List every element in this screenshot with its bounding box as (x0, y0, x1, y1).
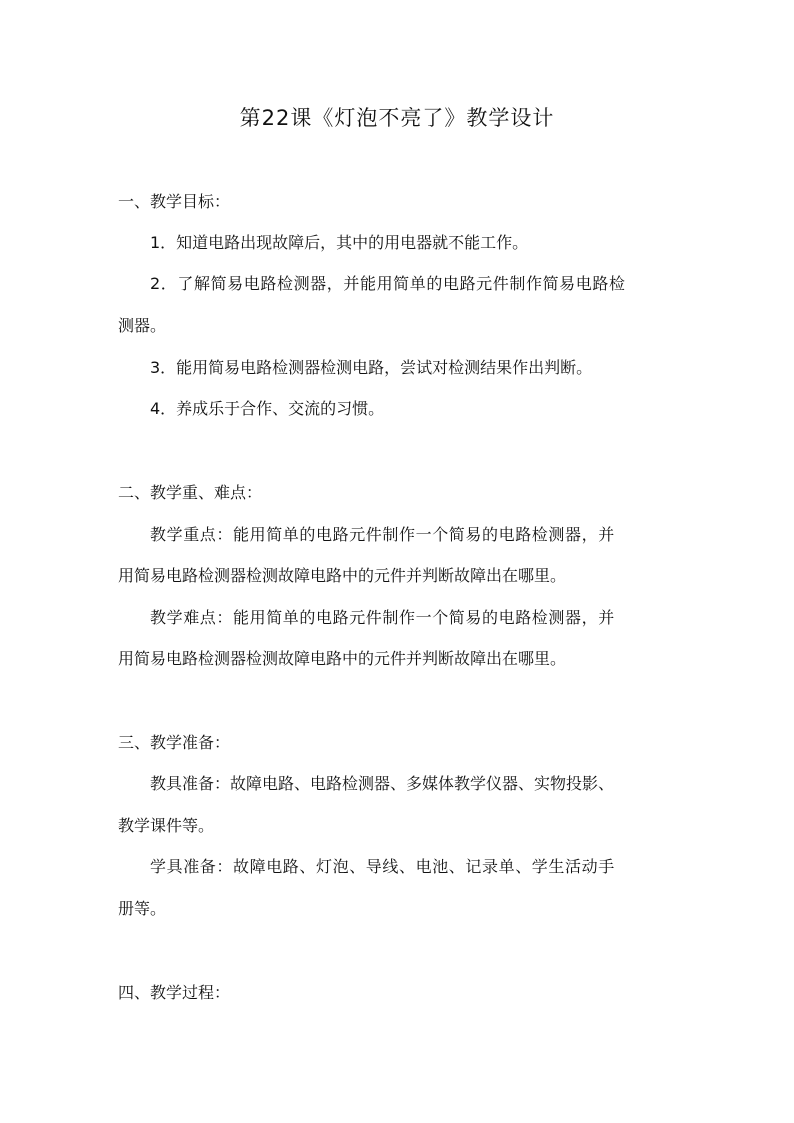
student-prep-line-2: 册等。 (118, 899, 167, 918)
teacher-prep-line-2: 教学课件等。 (118, 816, 215, 835)
objective-line-2: 2．了解简易电路检测器，并能用简单的电路元件制作简易电路检 (150, 274, 626, 293)
teacher-prep-line-1: 教具准备：故障电路、电路检测器、多媒体教学仪器、实物投影、 (150, 774, 615, 793)
section-heading-process: 四、教学过程： (118, 983, 231, 1002)
objective-line-2-continued: 测器。 (118, 316, 167, 335)
difficulty-line-2: 用简易电路检测器检测故障电路中的元件并判断故障出在哪里。 (118, 649, 567, 668)
objective-line-4: 4．养成乐于合作、交流的习惯。 (150, 399, 385, 418)
objective-line-3: 3．能用简易电路检测器检测电路，尝试对检测结果作出判断。 (150, 358, 593, 377)
student-prep-line-1: 学具准备：故障电路、灯泡、导线、电池、记录单、学生活动手 (150, 857, 615, 876)
section-heading-preparation: 三、教学准备： (118, 733, 231, 752)
key-point-line-2: 用简易电路检测器检测故障电路中的元件并判断故障出在哪里。 (118, 566, 567, 585)
objective-line-1: 1．知道电路出现故障后，其中的用电器就不能工作。 (150, 233, 529, 252)
section-heading-key-points: 二、教学重、难点： (118, 483, 263, 502)
key-point-line-1: 教学重点：能用简单的电路元件制作一个简易的电路检测器，并 (150, 525, 615, 544)
document-title: 第22课《灯泡不亮了》教学设计 (239, 106, 555, 130)
difficulty-line-1: 教学难点：能用简单的电路元件制作一个简易的电路检测器，并 (150, 608, 615, 627)
section-heading-objectives: 一、教学目标： (118, 192, 231, 211)
